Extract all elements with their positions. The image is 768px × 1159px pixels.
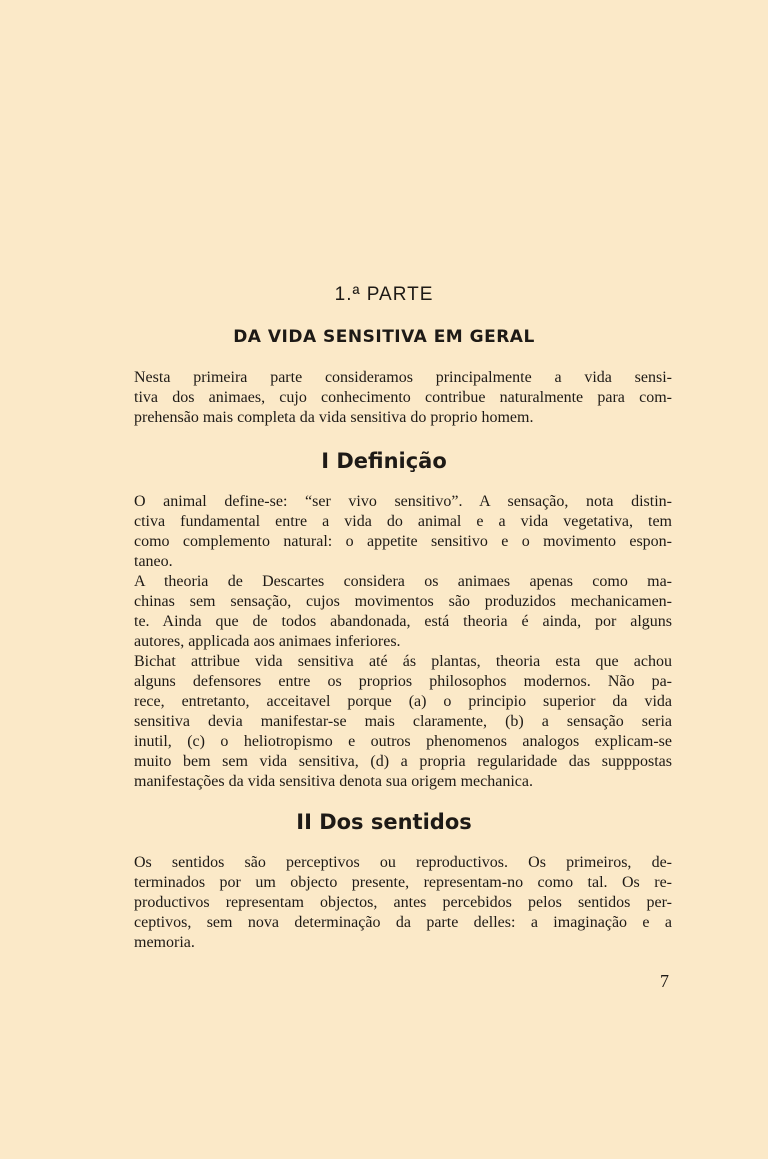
paragraph-line: productivos representam objectos, antes percebidos pelos sentidos per-: [134, 894, 672, 911]
sentidos-paragraph-1: [134, 853, 672, 953]
page-number: 7: [660, 971, 669, 991]
paragraph-line: Nesta primeira parte consideramos principalmente a vida sensi-: [134, 369, 672, 386]
paragraph-line: inutil, (c) o heliotropismo e outros phenomenos analogos explicam-se: [134, 733, 672, 750]
section-heading-definicao: I Definição: [321, 449, 447, 473]
paragraph-line: sensitiva devia manifestar-se mais claramente, (b) a sensação seria: [134, 713, 672, 730]
paragraph-line: tiva dos animaes, cujo conhecimento contribue naturalmente para com-: [134, 389, 672, 406]
definicao-paragraph-1: [134, 492, 672, 572]
paragraph-line: autores, applicada aos animaes inferiores.: [134, 633, 401, 650]
paragraph-line: manifestações da vida sensitiva denota sua origem mechanica.: [134, 773, 533, 790]
definicao-paragraph-2: [134, 572, 672, 652]
paragraph-line: Os sentidos são perceptivos ou reproductivos. Os primeiros, de-: [134, 854, 672, 871]
intro-paragraph: [134, 368, 672, 428]
part-number-heading: 1.ª PARTE: [334, 284, 434, 305]
definicao-paragraph-3: [134, 652, 672, 792]
paragraph-line: memoria.: [134, 934, 195, 951]
section-heading-dos-sentidos: II Dos sentidos: [296, 810, 472, 834]
paragraph-line: chinas sem sensação, cujos movimentos são produzidos mechanicamen-: [134, 593, 672, 610]
paragraph-line: te. Ainda que de todos abandonada, está theoria é ainda, por alguns: [134, 613, 672, 630]
paragraph-line: rece, entretanto, acceitavel porque (a) o principio superior da vida: [134, 693, 672, 710]
part-title: DA VIDA SENSITIVA EM GERAL: [233, 327, 535, 347]
paragraph-line: como complemento natural: o appetite sensitivo e o movimento espon-: [134, 533, 672, 550]
paragraph-line: ctiva fundamental entre a vida do animal e a vida vegetativa, tem: [134, 513, 672, 530]
paragraph-line: taneo.: [134, 553, 173, 570]
paragraph-line: prehensão mais completa da vida sensitiva do proprio homem.: [134, 409, 534, 426]
paragraph-line: O animal define-se: “ser vivo sensitivo”. A sensação, nota distin-: [134, 493, 672, 510]
paragraph-line: terminados por um objecto presente, representam-no como tal. Os re-: [134, 874, 672, 891]
paragraph-line: Bichat attribue vida sensitiva até ás plantas, theoria esta que achou: [134, 653, 672, 670]
paragraph-line: A theoria de Descartes considera os animaes apenas como ma-: [134, 573, 672, 590]
paragraph-line: alguns defensores entre os proprios philosophos modernos. Não pa-: [134, 673, 672, 690]
paragraph-line: muito bem sem vida sensitiva, (d) a propria regularidade das supppostas: [134, 753, 672, 770]
paragraph-line: ceptivos, sem nova determinação da parte delles: a imaginação e a: [134, 914, 672, 931]
